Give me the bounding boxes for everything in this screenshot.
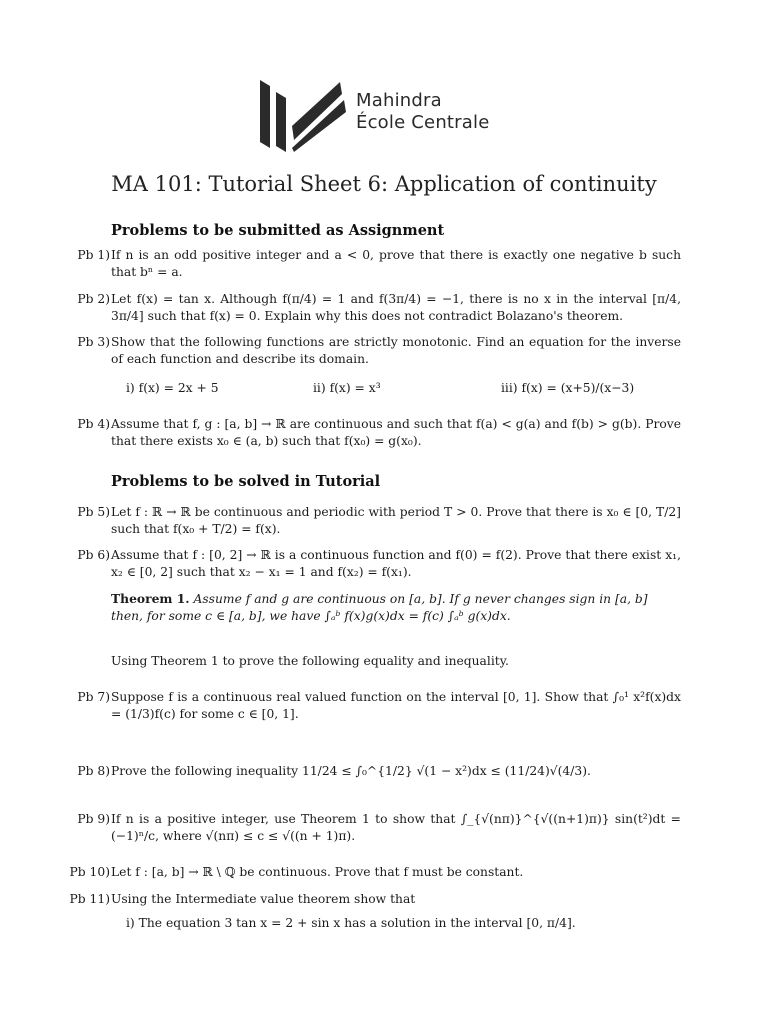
problem-label: Pb 9) (77, 812, 110, 826)
option-iii: iii) f(x) = (x+5)/(x−3) (501, 381, 635, 395)
page-title: MA 101: Tutorial Sheet 6: Application of continuity (111, 172, 657, 196)
problem-text: Prove the following inequality 11/24 ≤ ∫₀^{1/2} √(1 − x²)dx ≤ (11/24)√(4/3). (111, 764, 591, 778)
problem-label: Pb 6) (77, 548, 110, 562)
logo-line-2: École Centrale (356, 112, 490, 133)
problem-text: Assume that f : [0, 2] → ℝ is a continuous function and f(0) = f(2). Prove that there exist x₁, x₂ ∈ [0, 2] such that x₂ − x₁ = 1 and f(x₂) = f(x₁). (111, 548, 681, 579)
theorem-statement: Assume f and g are continuous on [a, b]. If g never changes sign in [a, b] then, for some c ∈ [a, b], we have ∫ₐᵇ f(x)g(x)dx = f(c) ∫ₐᵇ g(x)dx. (111, 592, 648, 623)
logo-line-1: Mahindra (356, 90, 442, 111)
option-ii: ii) f(x) = x³ (313, 381, 381, 395)
problem-label: Pb 4) (77, 417, 110, 431)
instruction-text: Using Theorem 1 to prove the following equality and inequality. (111, 654, 509, 668)
logo-mark-icon (258, 78, 350, 154)
problem-text: Let f(x) = tan x. Although f(π/4) = 1 and f(3π/4) = −1, there is no x in the interval [π/4, 3π/4] such that f(x) = 0. Explain why this does not contradict Bolazano's theorem. (111, 292, 681, 323)
problem-text: If n is a positive integer, use Theorem 1 to show that ∫_{√(nπ)}^{√((n+1)π)} sin(t²)dt = (−1)ⁿ/c, where √(nπ) ≤ c ≤ √((n + 1)π). (111, 812, 681, 843)
logo-wordmark (356, 90, 490, 134)
problem-label: Pb 11) (69, 892, 110, 906)
institution-logo (258, 78, 498, 154)
section-heading-assignment: Problems to be submitted as Assignment (111, 222, 445, 239)
option-i: i) f(x) = 2x + 5 (126, 381, 219, 395)
problem-text: Using the Intermediate value theorem show that (111, 892, 416, 906)
problem-text: Let f : [a, b] → ℝ \ ℚ be continuous. Prove that f must be constant. (111, 865, 524, 879)
problem-text: Suppose f is a continuous real valued function on the interval [0, 1]. Show that ∫₀¹ x²f(x)dx = (1/3)f(c) for some c ∈ [0, 1]. (111, 690, 681, 721)
problem-text: Assume that f, g : [a, b] → ℝ are continuous and such that f(a) < g(a) and f(b) > g(b). Prove that there exists x₀ ∈ (a, b) such that f(x₀) = g(x₀). (111, 417, 681, 448)
problem-text: If n is an odd positive integer and a < 0, prove that there is exactly one negative b such that bⁿ = a. (111, 248, 681, 279)
problem-label: Pb 2) (77, 292, 110, 306)
problem-label: Pb 10) (69, 865, 110, 879)
problem-text: Let f : ℝ → ℝ be continuous and periodic with period T > 0. Prove that there is x₀ ∈ [0, T/2] such that f(x₀ + T/2) = f(x). (111, 505, 681, 536)
theorem-1 (111, 590, 673, 625)
theorem-heading: Theorem 1. (111, 591, 190, 606)
problem-label: Pb 8) (77, 764, 110, 778)
problem-text: Show that the following functions are strictly monotonic. Find an equation for the inverse of each function and describe its domain. (111, 335, 681, 366)
section-heading-tutorial: Problems to be solved in Tutorial (111, 473, 381, 490)
problem-11-part-i: i) The equation 3 tan x = 2 + sin x has a solution in the interval [0, π/4]. (126, 916, 576, 930)
problem-label: Pb 5) (77, 505, 110, 519)
problem-label: Pb 7) (77, 690, 110, 704)
problem-label: Pb 3) (77, 335, 110, 349)
problem-label: Pb 1) (77, 248, 110, 262)
